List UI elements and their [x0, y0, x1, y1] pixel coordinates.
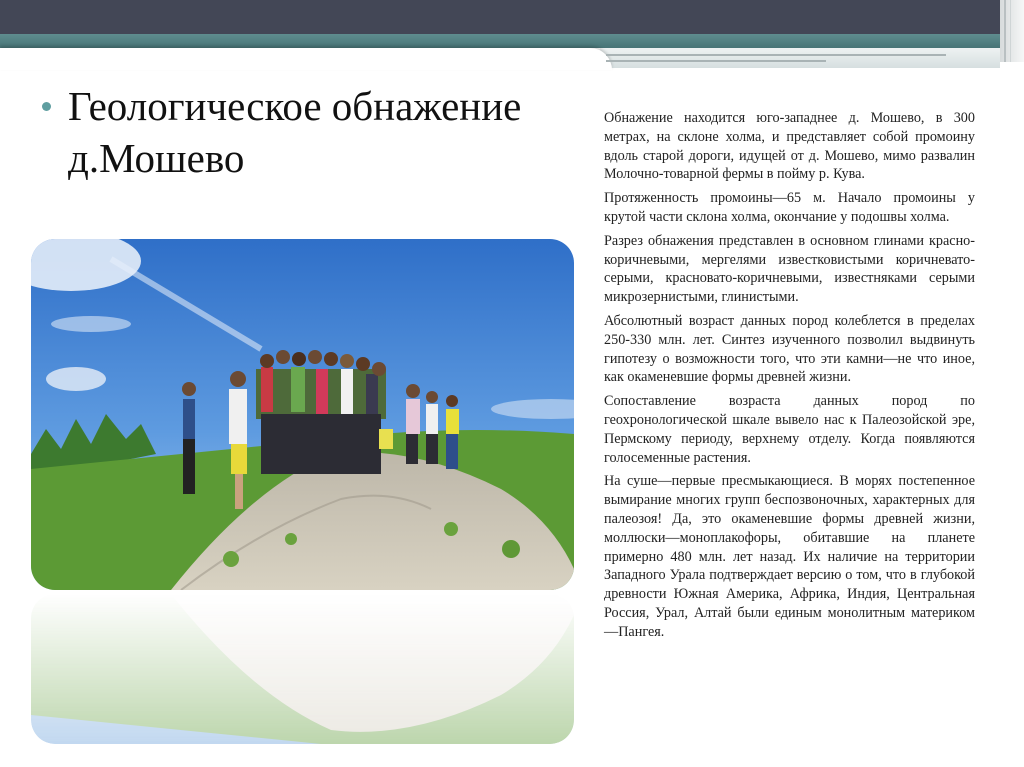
paragraph-2: Протяженность промоины—65 м. Начало промоины у крутой части склона холма, окончание у подошвы холма. [604, 190, 975, 225]
body-text [604, 109, 975, 647]
bullet-icon [42, 102, 51, 111]
header-teal-stripe [0, 34, 1000, 48]
decor-line-1 [606, 54, 946, 56]
paragraph-5: Сопоставление возраста данных пород по геохронологической шкале вывело нас к Палеозойской эре, Пермскому периоду, верхнему отделу. Когда появляются голосеменные растения. [604, 393, 975, 466]
page-curl-edge [600, 48, 1000, 68]
header-dark-bar [0, 0, 1000, 34]
paragraph-3: Разрез обнажения представлен в основном глинами красно-коричневыми, мергелями известковистыми коричневато-серыми, красновато-коричневыми, известняками серыми микрозернистыми, глинистыми. [604, 232, 975, 306]
page-curl [0, 48, 612, 70]
paragraph-1: Обнажение находится юго-западнее д. Мошево, в 300 метрах, на склоне холма, и представляет собой промоину вдоль старой дороги, идущей от д. Мошево, мимо развалин Молочно-товарной фермы в пойму р. Кува. [604, 110, 975, 183]
decor-line-2 [606, 60, 826, 62]
title-block [42, 80, 562, 184]
paragraph-4: Абсолютный возраст данных пород колеблется в пределах 250-330 млн. лет. Синтез изученного позволил выдвинуть гипотезу о возможности того, что эти камни—не что иное, как окаменевшие формы древней жизни. [604, 312, 975, 386]
photo [31, 239, 574, 590]
right-edge-shadow [1000, 0, 1024, 62]
slide-title: Геологическое обнажение д.Мошево [68, 83, 522, 181]
photo-reflection [31, 594, 574, 744]
group-photo-on-hill-icon [31, 239, 574, 590]
paragraph-6: На суше—первые пресмыкающиеся. В морях постепенное вымирание многих групп беспозвоночных, характерных для палеозоя! Да, это окаменевшие формы древней жизни, моллюски—моноплакофоры, обитавшие на планете примерно 480 млн. лет назад. Их наличие на территории Западного Урала подтверждает версию о том, что в глубокой древности Южная Америка, Африка, Индия, Центральная Россия, Урал, Алтай были единым монолитным материком—Пангея. [604, 473, 975, 640]
